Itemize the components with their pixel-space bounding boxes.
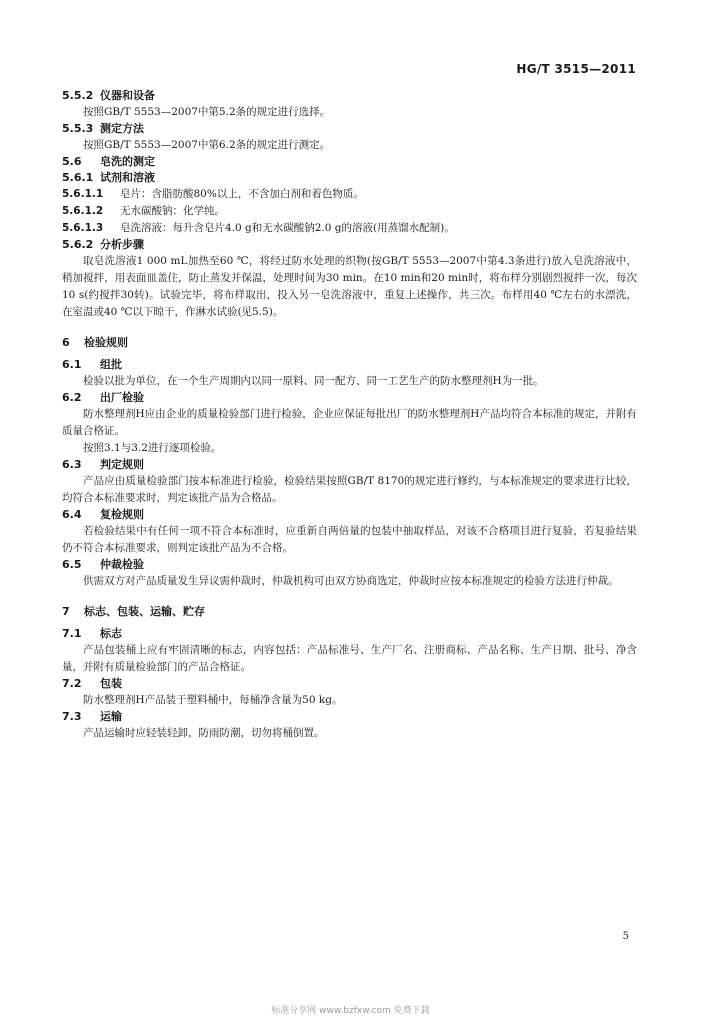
- standard-code: HG/T 3515—2011: [516, 62, 636, 76]
- section-title: 试剂和溶液: [100, 171, 155, 184]
- section-heading: [62, 88, 637, 104]
- section-number: 6.1: [62, 358, 82, 371]
- section-number: 6: [62, 336, 70, 349]
- section-heading: [62, 557, 637, 573]
- section-title: 皂洗的测定: [100, 155, 155, 168]
- section-number: 7: [62, 605, 70, 618]
- section-heading: [62, 709, 637, 725]
- section-title: 组批: [100, 358, 122, 371]
- item-text: 皂洗溶液：每升含皂片4.0 g和无水碳酸钠2.0 g的溶液(用蒸馏水配制)。: [120, 222, 455, 234]
- section-number: 5.6: [62, 155, 82, 168]
- section-number: 5.6.1: [62, 171, 94, 184]
- section-number: 6.4: [62, 508, 82, 521]
- numbered-item: [62, 186, 637, 203]
- chapter-heading: [62, 604, 637, 620]
- document-body: [62, 88, 637, 742]
- section-title: 仪器和设备: [100, 89, 155, 102]
- section-heading: [62, 390, 637, 406]
- section-heading: [62, 237, 637, 253]
- paragraph: 若检验结果中有任何一项不符合本标准时，应重新自两倍量的包装中抽取样品，对该不合格项目进行复验，若复验结果仍不符合本标准要求，则判定该批产品为不合格。: [62, 525, 637, 554]
- paragraph: 按照GB/T 5553—2007中第6.2条的规定进行测定。: [83, 139, 331, 151]
- section-heading: [62, 507, 637, 523]
- section-heading: [62, 357, 637, 373]
- paragraph: 供需双方对产品质量发生异议需仲裁时，仲裁机构可由双方协商选定，仲裁时应按本标准规定的检验方法进行仲裁。: [83, 575, 619, 587]
- section-title: 仲裁检验: [100, 558, 144, 571]
- section-number: 6.5: [62, 558, 82, 571]
- section-title: 检验规则: [84, 336, 128, 349]
- section-heading: [62, 626, 637, 642]
- section-title: 分析步骤: [100, 238, 144, 251]
- item-text: 皂片：含脂肪酸80%以上，不含加白剂和着色物质。: [120, 188, 364, 200]
- watermark-footer[interactable]: 标准分享网 www.bzfxw.com 免费下载: [271, 1006, 430, 1016]
- paragraph: 检验以批为单位，在一个生产周期内以同一原料、同一配方、同一工艺生产的防水整理剂H为一批。: [83, 375, 544, 387]
- section-heading: [62, 457, 637, 473]
- item-number: 5.6.1.2: [62, 205, 104, 217]
- paragraph: 取皂洗溶液1 000 mL加热至60 ℃，将经过防水处理的织物(按GB/T 5553—2007中第4.3条进行)放入皂洗溶液中，稍加搅拌，用表面皿盖住，防止蒸发并保温，处理时间为30 min。在10 min和20 min时，将布样分别剧烈搅拌一次，每次10 s(约搅拌30转)。试验完毕，将布样取出，投入另一皂洗溶液中，重复上述操作，共三次。布样用40 ℃左右的水漂洗，在室温或40 ℃以下晾干，作淋水试验(见5.5)。: [62, 255, 637, 318]
- section-number: 7.1: [62, 627, 82, 640]
- section-number: 6.3: [62, 458, 82, 471]
- section-title: 运输: [100, 710, 122, 723]
- section-heading: [62, 154, 637, 170]
- section-title: 判定规则: [100, 458, 144, 471]
- numbered-item: [62, 203, 637, 220]
- section-number: 5.5.2: [62, 89, 94, 102]
- section-title: 标志、包装、运输、贮存: [84, 605, 205, 618]
- section-number: 5.5.3: [62, 122, 94, 135]
- section-number: 6.2: [62, 391, 82, 404]
- section-number: 7.3: [62, 710, 82, 723]
- section-number: 7.2: [62, 677, 82, 690]
- numbered-item: [62, 220, 637, 237]
- paragraph: 防水整理剂H应由企业的质量检验部门进行检验，企业应保证每批出厂的防水整理剂H产品均符合本标准的规定，并附有质量合格证。: [62, 408, 637, 437]
- section-title: 标志: [100, 627, 122, 640]
- paragraph: 按照GB/T 5553—2007中第5.2条的规定进行选择。: [83, 106, 331, 118]
- chapter-heading: [62, 335, 637, 351]
- section-heading: [62, 170, 637, 186]
- section-title: 测定方法: [100, 122, 144, 135]
- section-number: 5.6.2: [62, 238, 94, 251]
- section-heading: [62, 121, 637, 137]
- paragraph: 产品应由质量检验部门按本标准进行检验，检验结果按照GB/T 8170的规定进行修约，与本标准规定的要求进行比较，均符合本标准要求时，判定该批产品为合格品。: [62, 475, 637, 504]
- item-text: 无水碳酸钠：化学纯。: [120, 205, 225, 217]
- paragraph: 防水整理剂H产品装于塑料桶中，每桶净含量为50 kg。: [83, 694, 343, 706]
- paragraph: 产品包装桶上应有牢固清晰的标志，内容包括：产品标准号、生产厂名、注册商标、产品名称、生产日期、批号、净含量，并附有质量检验部门的产品合格证。: [62, 644, 637, 673]
- section-title: 出厂检验: [100, 391, 144, 404]
- item-number: 5.6.1.3: [62, 222, 104, 234]
- page-number: 5: [622, 931, 629, 942]
- paragraph: 按照3.1与3.2进行逐项检验。: [83, 442, 222, 454]
- item-number: 5.6.1.1: [62, 188, 104, 200]
- paragraph: 产品运输时应轻装轻卸，防雨防潮，切勿将桶倒置。: [83, 727, 325, 739]
- section-heading: [62, 676, 637, 692]
- section-title: 复检规则: [100, 508, 144, 521]
- section-title: 包装: [100, 677, 122, 690]
